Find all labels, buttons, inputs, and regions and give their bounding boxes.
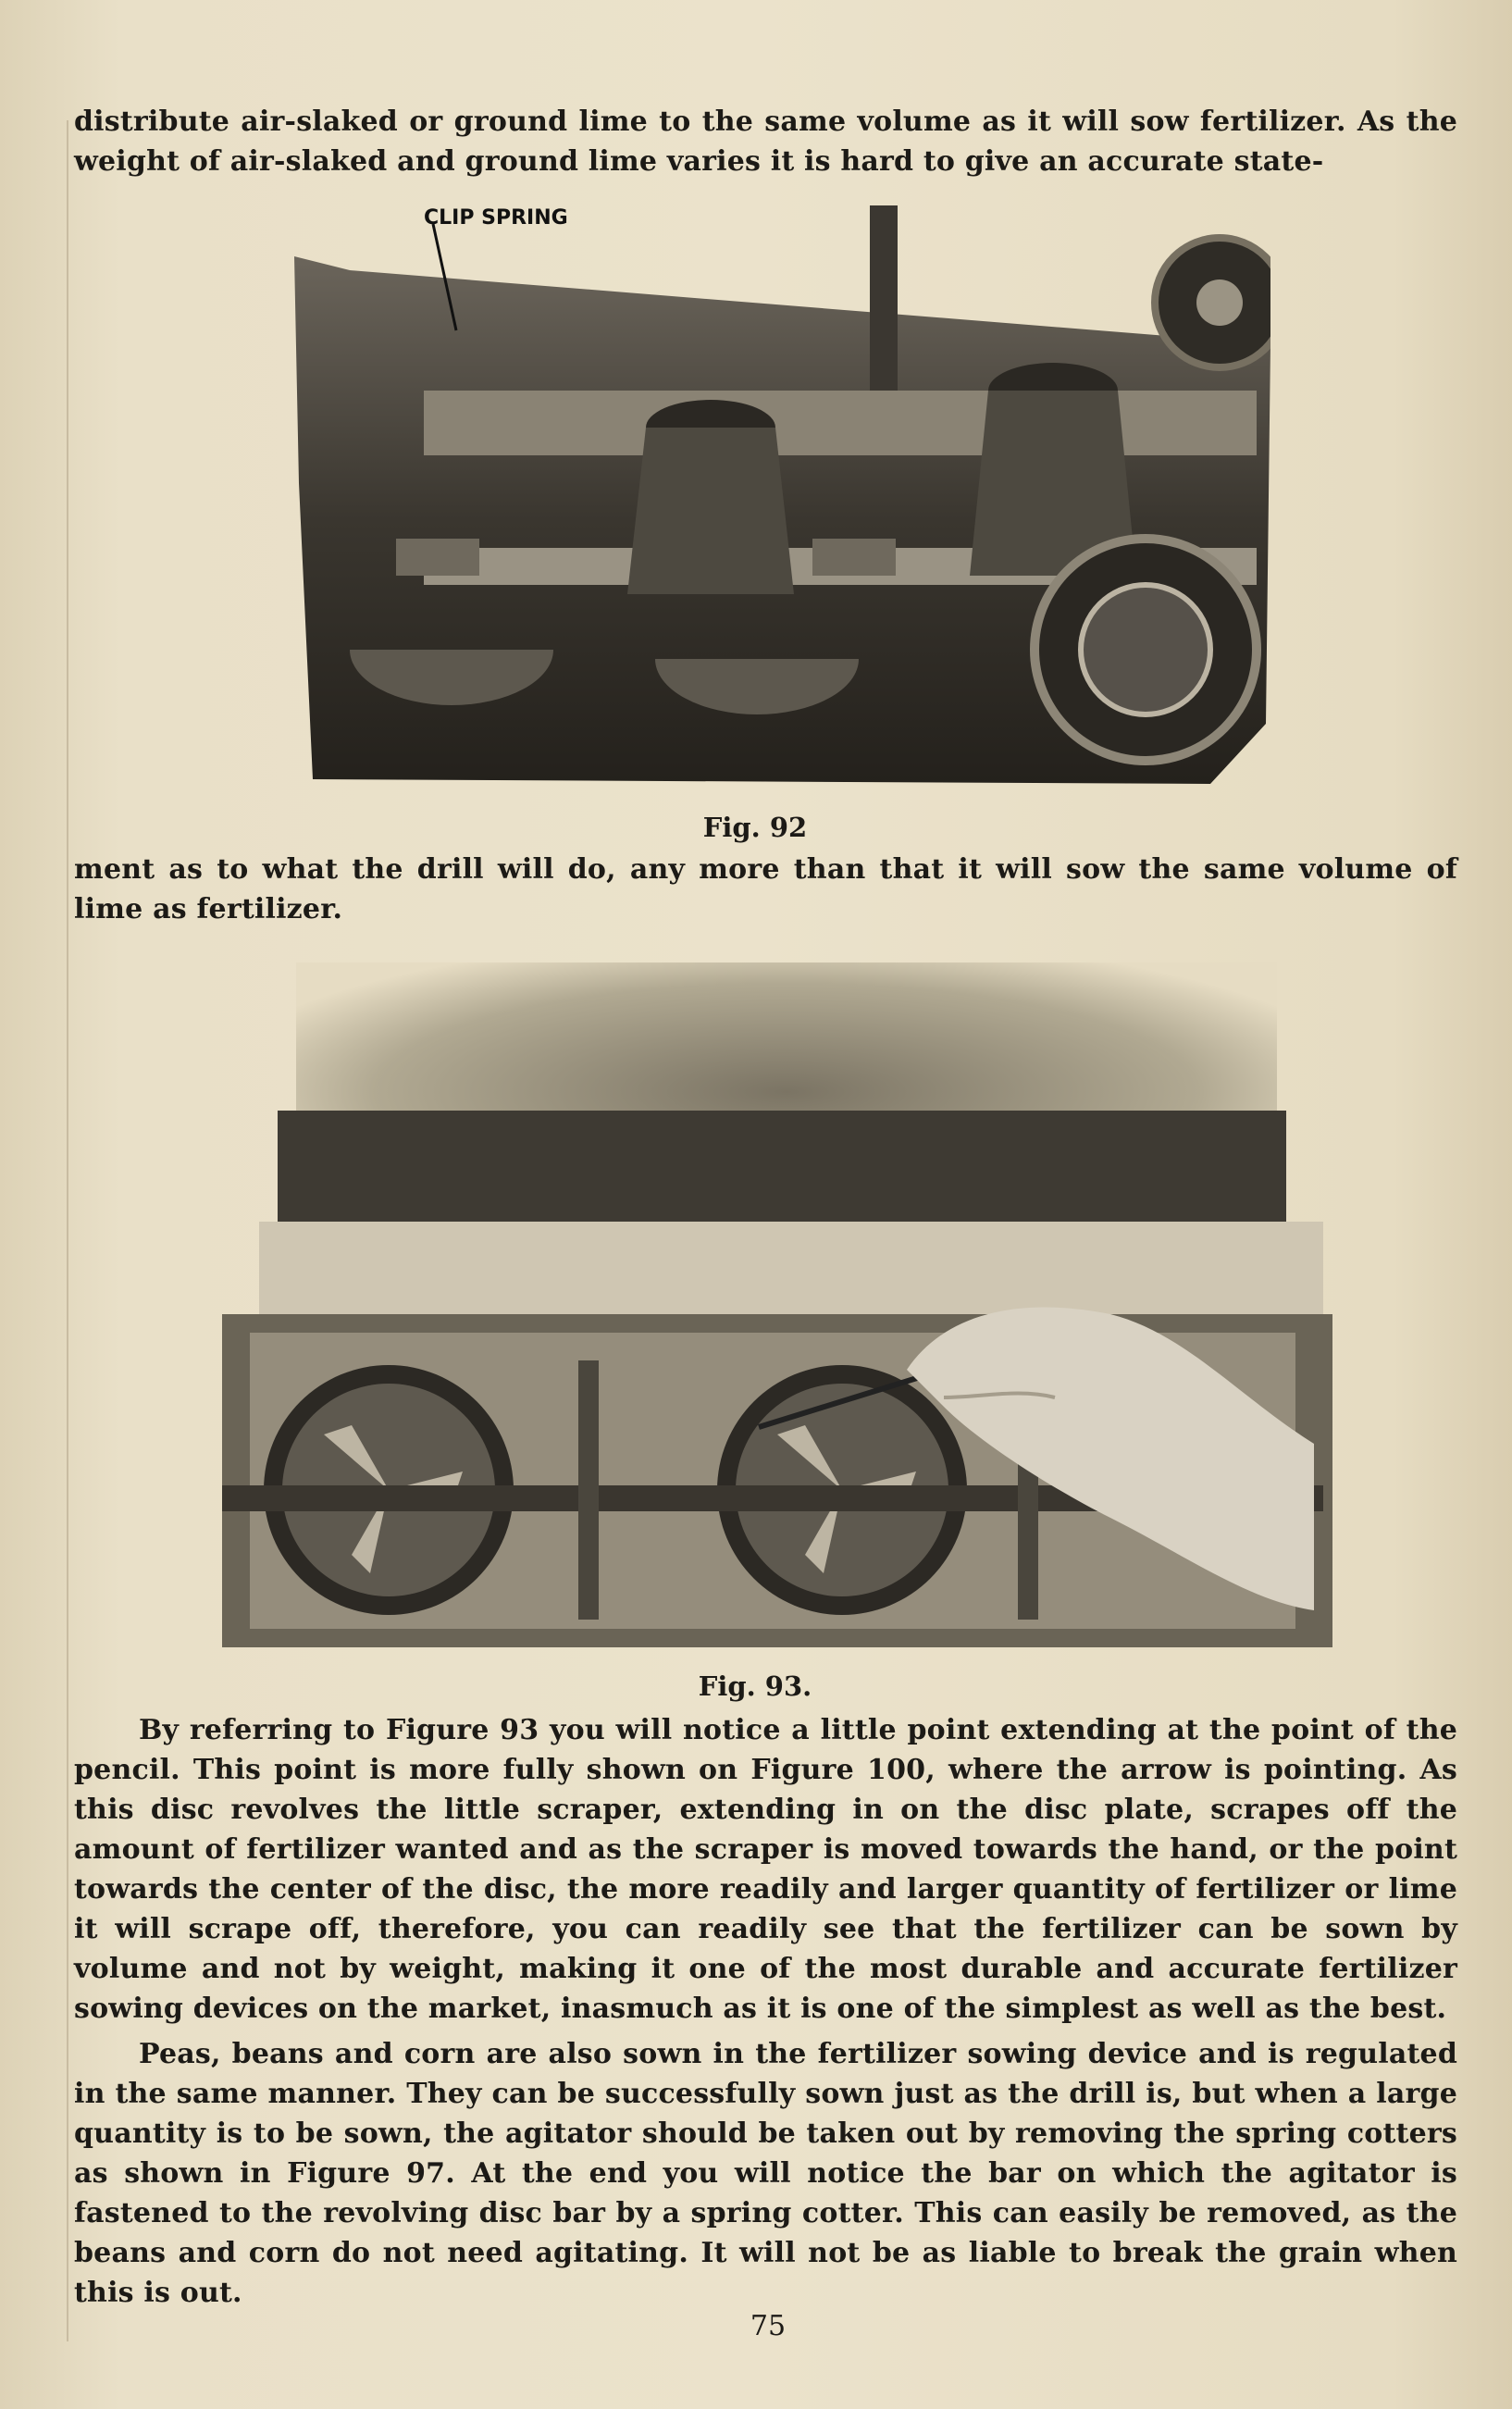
paragraph-1: By referring to Figure 93 you will notice a little point extending at the point of the pencil. This point is more fully shown on Figure 100, where the arrow is pointing. As this disc revolves the little scraper, extending in on the disc plate, scrapes off the amount of fertilizer wanted and as the scraper is moved towards the hand, or the point towards the center of the disc, the more readily and larger quantity of fertilizer or lime it will scrape off, therefore, you can readily see that the fertilizer can be sown by volume and not by weight, making it one of the most durable and accurate fertilizer sowing devices on the market, inasmuch as it is one of the simplest as well as the best. <box>74 1714 1457 2025</box>
figure-93-image <box>185 962 1351 1652</box>
figure-92-image <box>294 205 1270 784</box>
clip-spring-label: CLIP SPRING <box>424 206 568 230</box>
figure-92-caption: Fig. 92 <box>702 812 808 843</box>
paragraph-after-fig-92: ment as to what the drill will do, any more than that it will sow the same volume of lime as fertilizer. <box>74 853 1457 925</box>
paragraph-top: distribute air-slaked or ground lime to the same volume as it will sow fertilizer. As the weight of air-slaked and ground lime varies it is hard to give an accurate state- <box>74 106 1457 178</box>
page-number: 75 <box>750 2310 787 2342</box>
paragraph-2: Peas, beans and corn are also sown in the fertilizer sowing device and is regulated in the same manner. They can be successfully sown just as the drill is, but when a large quantity is to be sown, the agitator should be taken out by removing the spring cotters as shown in Figure 97. At the end you will notice the bar on which the agitator is fastened to the revolving disc bar by a spring cotter. This can easily be removed, as the beans and corn do not need agitating. It will not be as liable to break the grain when this is out. <box>74 2038 1457 2309</box>
figure-93-caption: Fig. 93. <box>698 1670 812 1702</box>
page-edge-shadow <box>67 120 68 2341</box>
